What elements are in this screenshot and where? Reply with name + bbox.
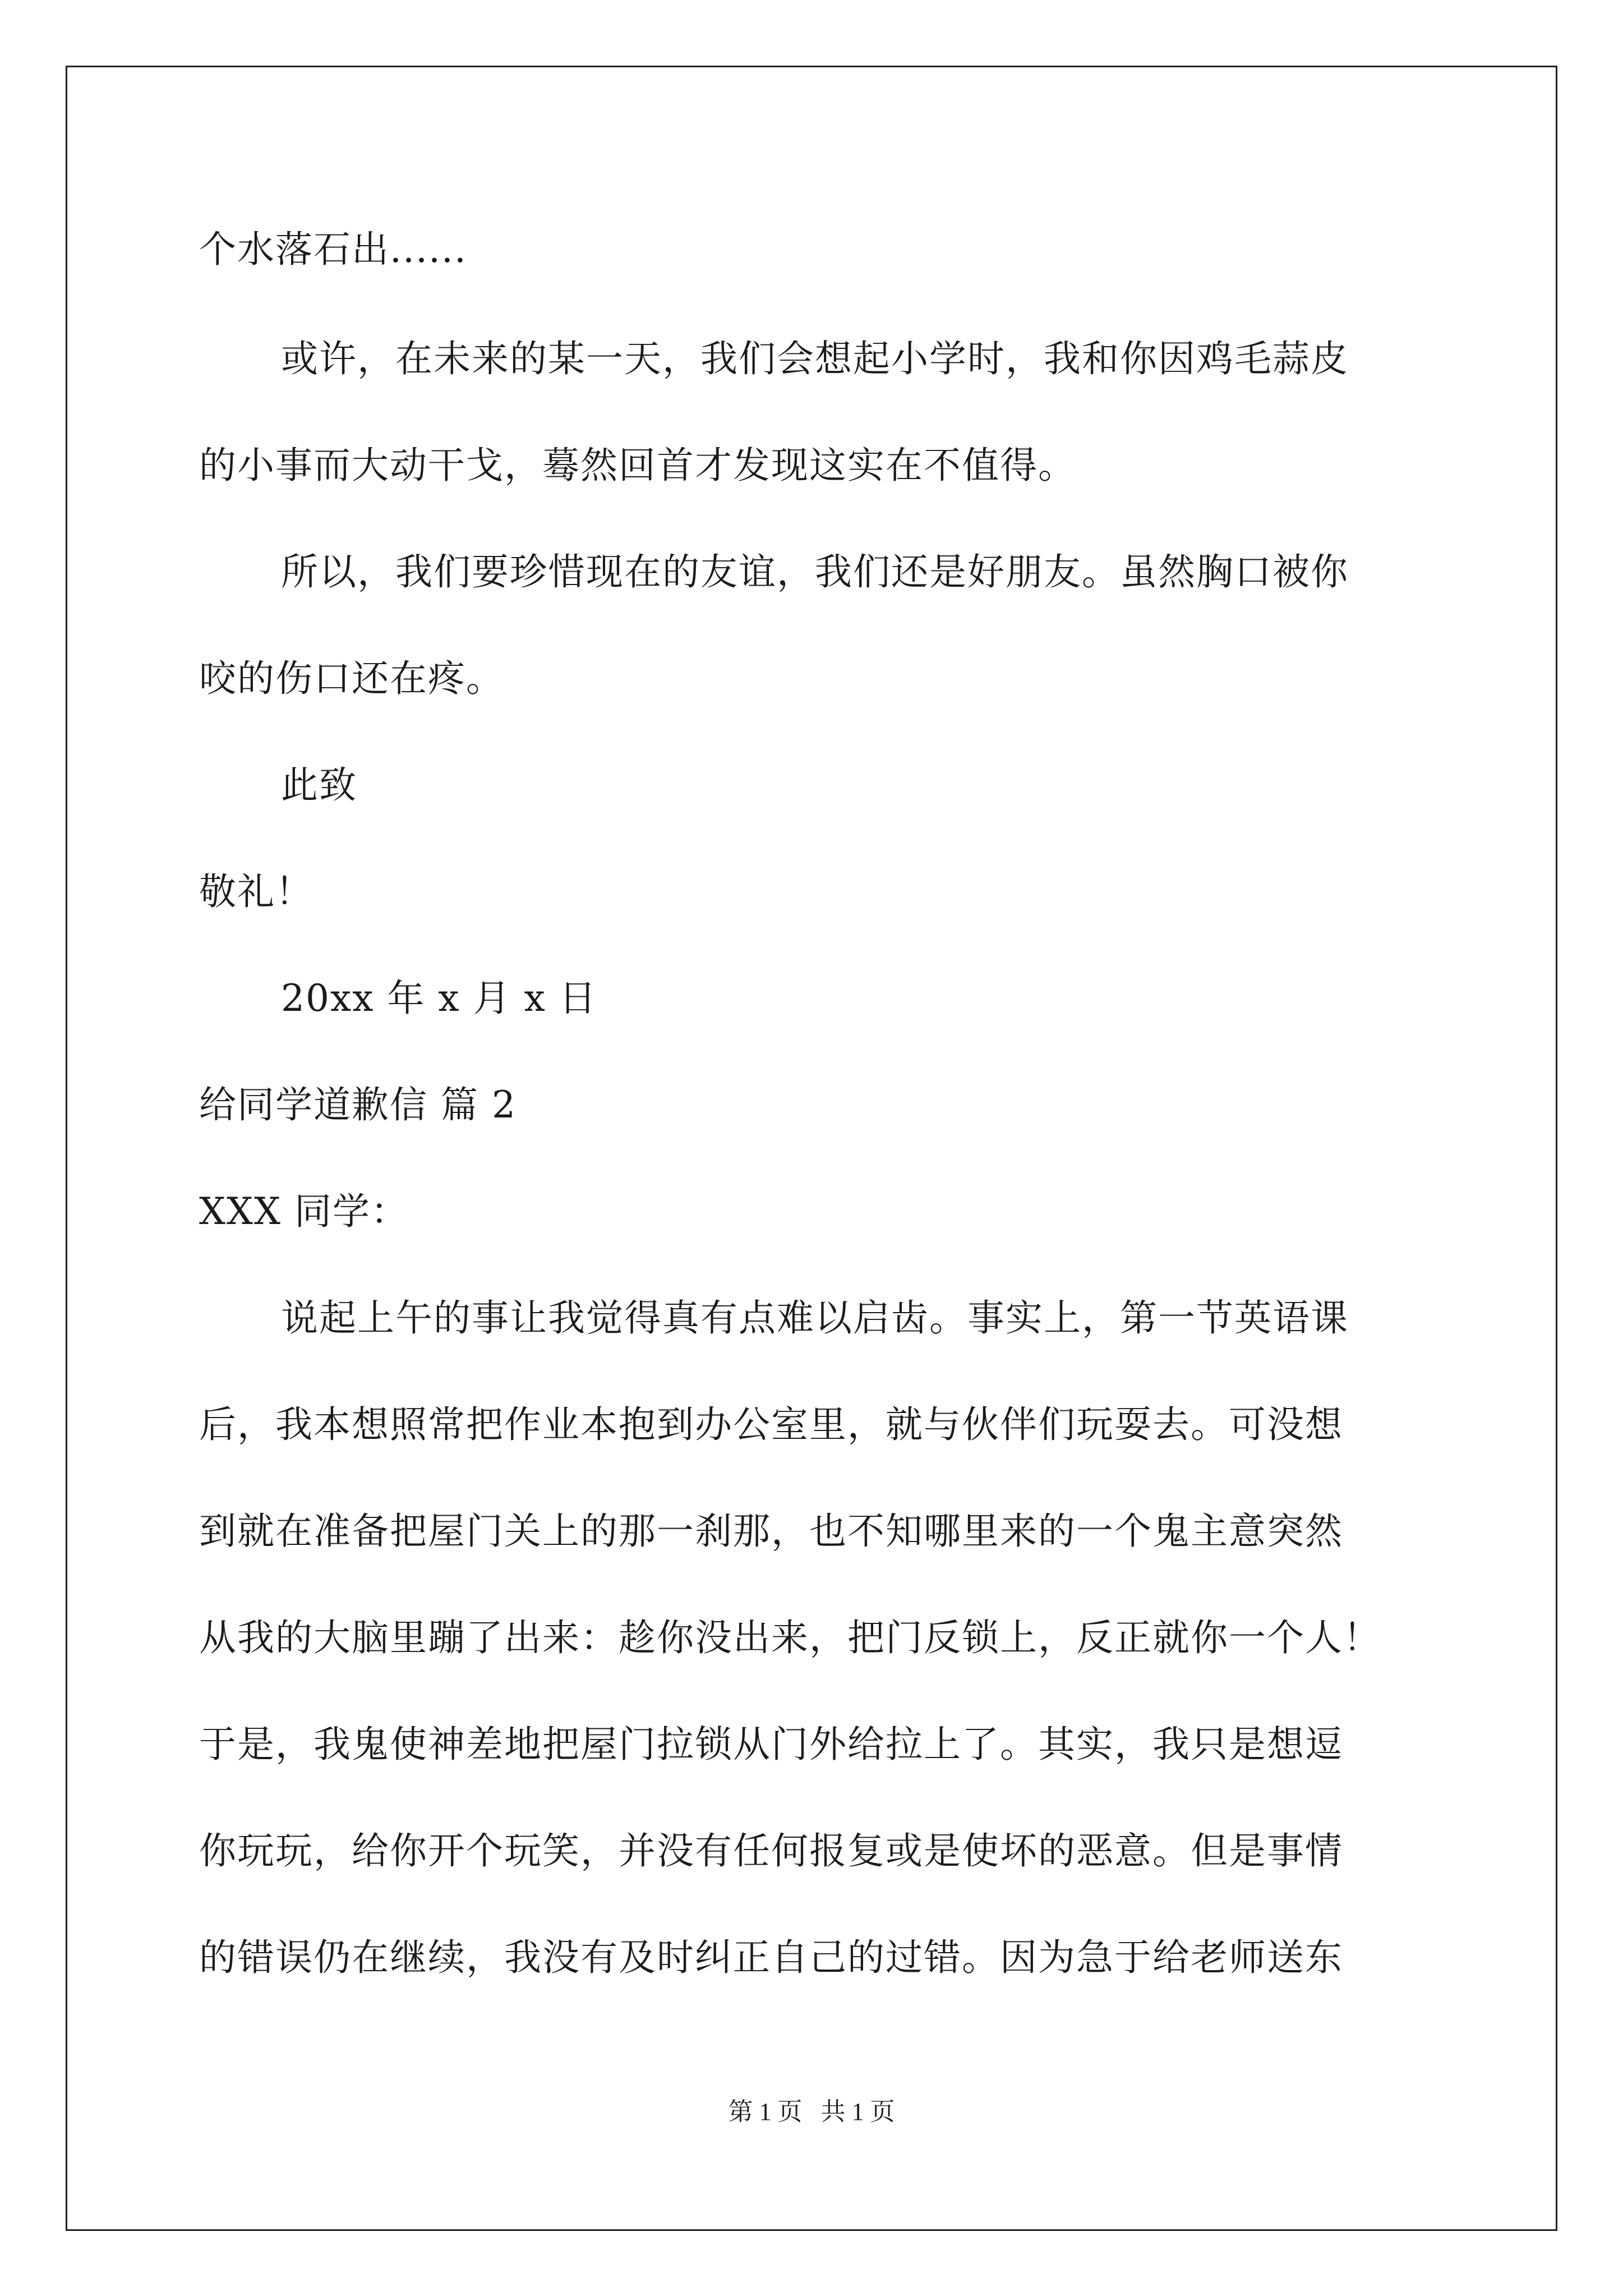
section-heading: 给同学道歉信 篇 2 bbox=[199, 1083, 517, 1126]
page-border bbox=[66, 66, 1557, 2231]
text-line: 到就在准备把屋门关上的那一刹那，也不知哪里来的一个鬼主意突然 bbox=[199, 1510, 1343, 1553]
text-line: 的错误仍在继续，我没有及时纠正自己的过错。因为急于给老师送东 bbox=[199, 1936, 1343, 1979]
page-footer: 第 1 页 共 1 页 bbox=[728, 2098, 895, 2125]
text-line: 个水落石出...... bbox=[199, 228, 467, 271]
date-line: 20xx 年 x 月 x 日 bbox=[281, 977, 597, 1020]
recipient-line: XXX 同学： bbox=[199, 1190, 409, 1233]
text-line: 你玩玩，给你开个玩笑，并没有任何报复或是使坏的恶意。但是事情 bbox=[199, 1829, 1343, 1872]
text-line: 说起上午的事让我觉得真有点难以启齿。事实上，第一节英语课 bbox=[281, 1296, 1349, 1340]
closing-phrase: 此致 bbox=[281, 763, 357, 807]
text-line: 于是，我鬼使神差地把屋门拉锁从门外给拉上了。其实，我只是想逗 bbox=[199, 1723, 1343, 1766]
salutation: 敬礼！ bbox=[199, 870, 313, 913]
text-line: 或许，在未来的某一天，我们会想起小学时，我和你因鸡毛蒜皮 bbox=[281, 337, 1349, 380]
text-line: 的小事而大动干戈，蓦然回首才发现这实在不值得。 bbox=[199, 444, 1076, 487]
text-line: 所以，我们要珍惜现在的友谊，我们还是好朋友。虽然胸口被你 bbox=[281, 550, 1349, 593]
text-line: 后，我本想照常把作业本抱到办公室里，就与伙伴们玩耍去。可没想 bbox=[199, 1403, 1343, 1446]
text-line: 从我的大脑里蹦了出来：趁你没出来，把门反锁上，反正就你一个人！ bbox=[199, 1616, 1381, 1659]
text-line: 咬的伤口还在疼。 bbox=[199, 657, 504, 700]
